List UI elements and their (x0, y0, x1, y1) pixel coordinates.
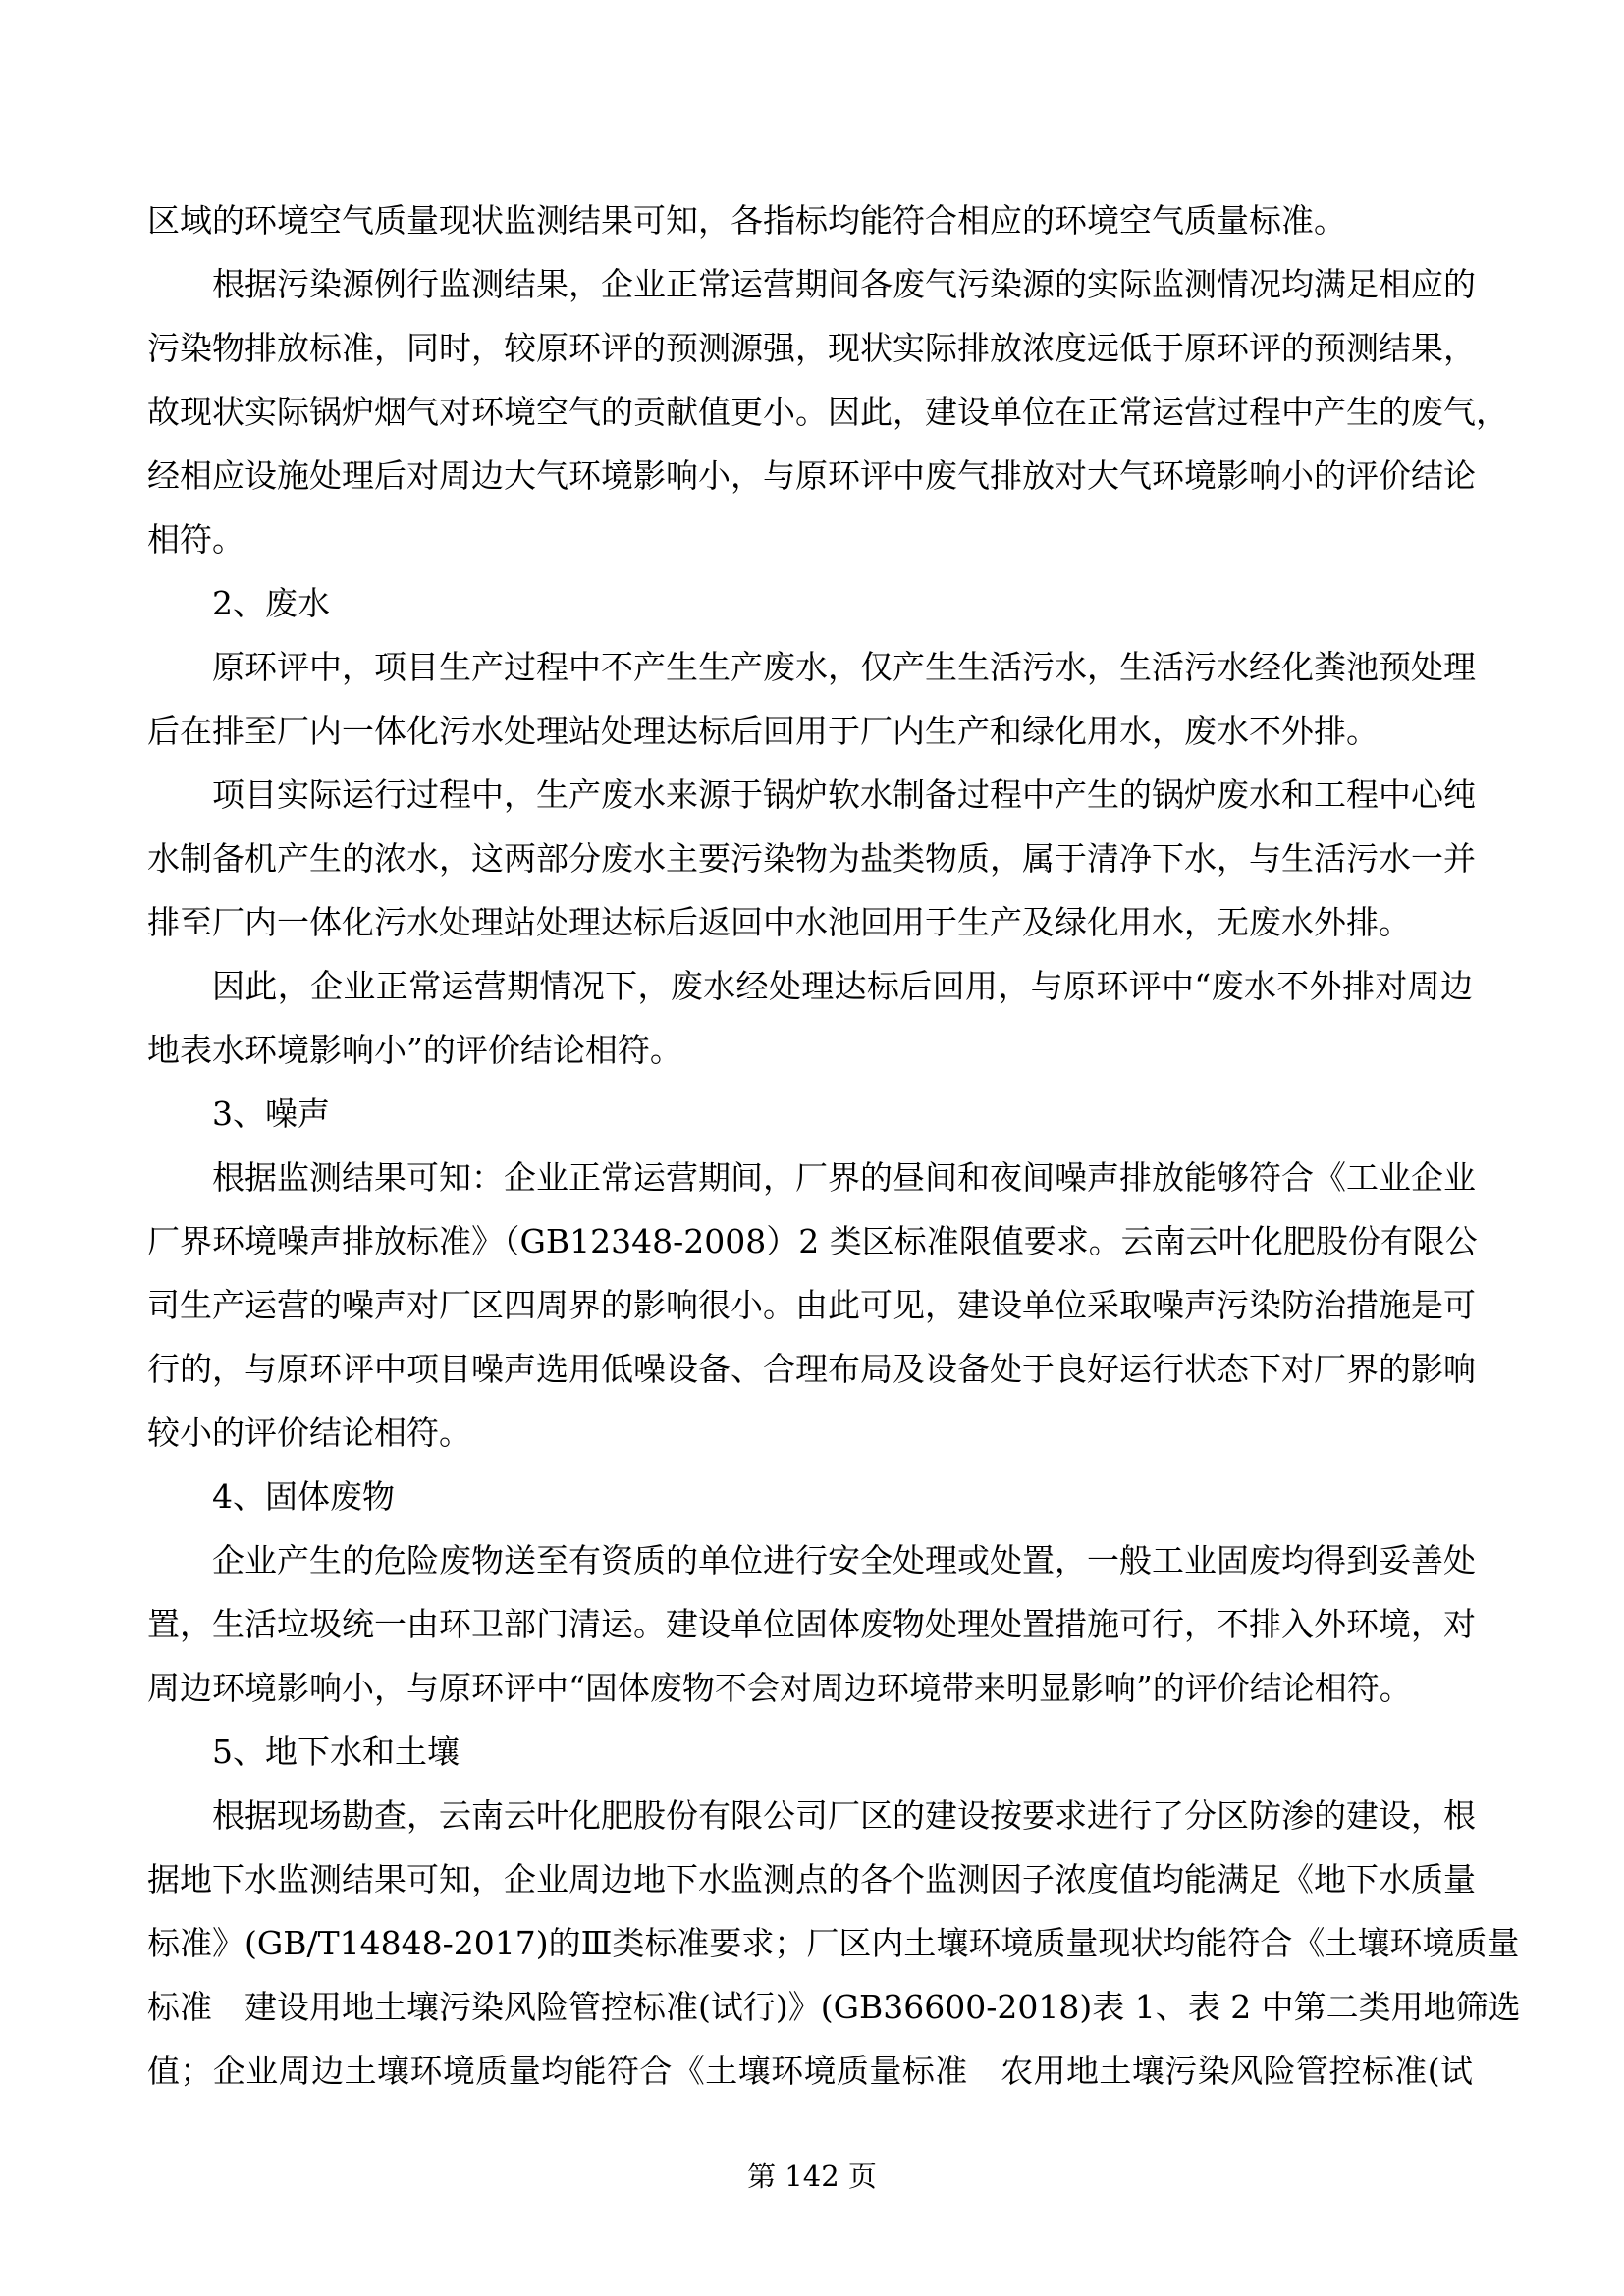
text-line: 原环评中，项目生产过程中不产生生产废水，仅产生生活污水，生活污水经化粪池预处理 (212, 648, 1476, 686)
paragraph (147, 1146, 1478, 1465)
text-line: 因此，企业正常运营期情况下，废水经处理达标后回用，与原环评中“废水不外排对周边 (212, 967, 1473, 1005)
document-body (147, 188, 1521, 2103)
text-line: 污染物排放标准，同时，较原环评的预测源强，现状实际排放浓度远低于原环评的预测结果， (147, 329, 1476, 367)
paragraph (147, 252, 1508, 571)
text-line: 值；企业周边土壤环境质量均能符合《土壤环境质量标准 农用地土壤污染风险管控标准(试 (147, 2052, 1473, 2090)
heading-line: 3、噪声 (212, 1095, 330, 1133)
section-heading (147, 571, 1473, 635)
text-line: 周边环境影响小，与原环评中“固体废物不会对周边环境带来明显影响”的评价结论相符。 (147, 1669, 1412, 1707)
paragraph (147, 188, 1473, 252)
text-line: 厂界环境噪声排放标准》（GB12348-2008）2 类区标准限值要求。云南云叶化肥股份有限公 (147, 1222, 1478, 1260)
text-line: 水制备机产生的浓水，这两部分废水主要污染物为盐类物质，属于清净下水，与生活污水一并 (147, 839, 1476, 878)
page-number: 第 142 页 (747, 2160, 877, 2193)
text-line: 司生产运营的噪声对厂区四周界的影响很小。由此可见，建设单位采取噪声污染防治措施是可 (147, 1286, 1476, 1324)
paragraph (147, 1784, 1521, 2103)
text-line: 项目实际运行过程中，生产废水来源于锅炉软水制备过程中产生的锅炉废水和工程中心纯 (212, 775, 1476, 814)
text-line: 根据监测结果可知：企业正常运营期间，厂界的昼间和夜间噪声排放能够符合《工业企业 (212, 1158, 1476, 1197)
section-heading (147, 1082, 1473, 1146)
text-line: 经相应设施处理后对周边大气环境影响小，与原环评中废气排放对大气环境影响小的评价结论 (147, 456, 1476, 495)
page-footer (0, 2157, 1624, 2196)
heading-line: 2、废水 (212, 584, 330, 622)
paragraph (147, 635, 1476, 763)
text-line: 后在排至厂内一体化污水处理站处理达标后回用于厂内生产和绿化用水，废水不外排。 (147, 712, 1379, 750)
text-line: 根据现场勘查，云南云叶化肥股份有限公司厂区的建设按要求进行了分区防渗的建设，根 (212, 1796, 1476, 1835)
text-line: 据地下水监测结果可知，企业周边地下水监测点的各个监测因子浓度值均能满足《地下水质量 (147, 1860, 1476, 1898)
text-line: 行的，与原环评中项目噪声选用低噪设备、合理布局及设备处于良好运行状态下对厂界的影响 (147, 1350, 1476, 1388)
text-line: 标准》(GB/T14848-2017)的Ⅲ类标准要求；厂区内土壤环境质量现状均能符合《土壤环境质量 (147, 1924, 1520, 1962)
text-line: 故现状实际锅炉烟气对环境空气的贡献值更小。因此，建设单位在正常运营过程中产生的废气， (147, 393, 1508, 431)
text-line: 企业产生的危险废物送至有资质的单位进行安全处理或处置，一般工业固废均得到妥善处 (212, 1541, 1476, 1579)
text-line: 根据污染源例行监测结果，企业正常运营期间各废气污染源的实际监测情况均满足相应的 (212, 265, 1476, 303)
text-line: 较小的评价结论相符。 (147, 1414, 471, 1452)
text-line: 地表水环境影响小”的评价结论相符。 (147, 1031, 682, 1069)
text-line: 置，生活垃圾统一由环卫部门清运。建设单位固体废物处理处置措施可行，不排入外环境，对 (147, 1605, 1476, 1643)
section-heading (147, 1465, 1473, 1528)
text-line: 标准 建设用地土壤污染风险管控标准(试行)》(GB36600-2018)表 1、表 2 中第二类用地筛选 (147, 1988, 1521, 2026)
paragraph (147, 763, 1476, 954)
paragraph (147, 1528, 1476, 1720)
text-line: 排至厂内一体化污水处理站处理达标后返回中水池回用于生产及绿化用水，无废水外排。 (147, 903, 1411, 941)
paragraph (147, 954, 1473, 1082)
section-heading (147, 1720, 1473, 1784)
heading-line: 4、固体废物 (212, 1477, 395, 1516)
heading-line: 5、地下水和土壤 (212, 1733, 460, 1771)
text-line: 区域的环境空气质量现状监测结果可知，各指标均能符合相应的环境空气质量标准。 (147, 201, 1346, 240)
text-line: 相符。 (147, 520, 244, 559)
